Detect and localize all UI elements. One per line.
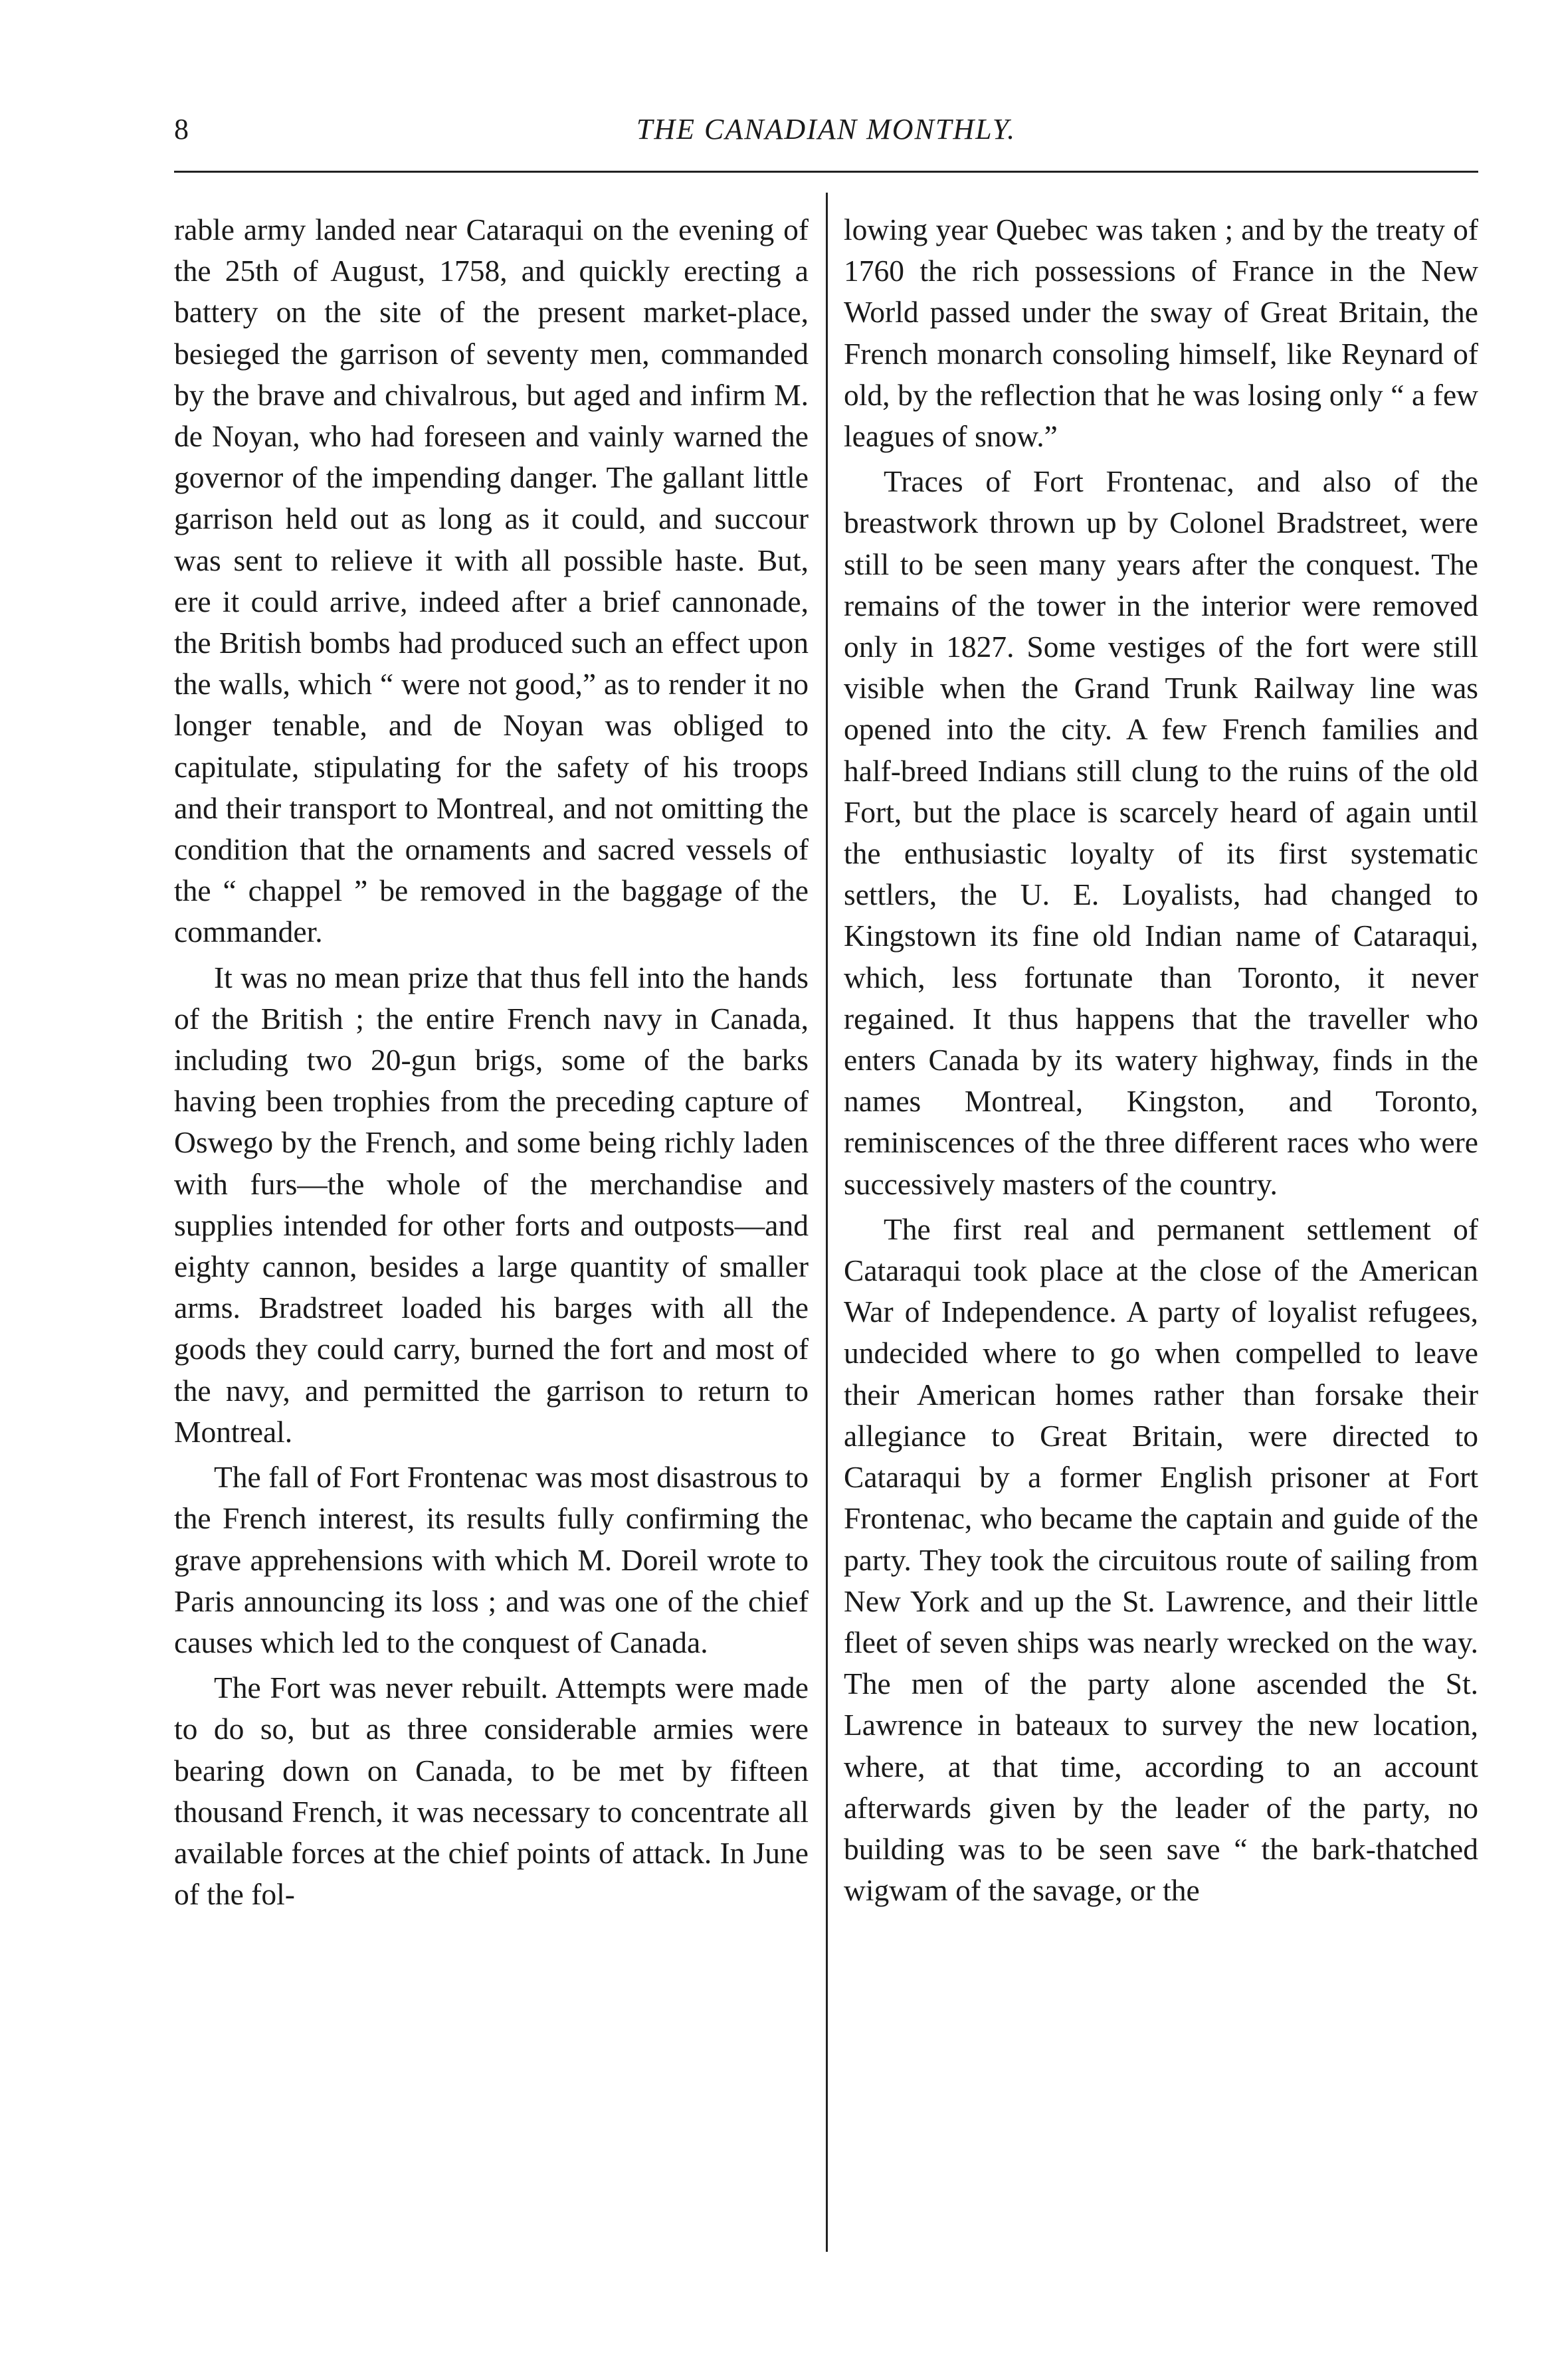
column-divider [826,193,828,2252]
paragraph: Traces of Fort Frontenac, and also of the breastwork thrown up by Colonel Bradstreet, were still to be seen many years after the conquest. The remains of the tower in the interior were removed only in 1827. Some vestiges of the fort were still visible when the Grand Trunk Railway line was opened into the city. A few French families and half-breed Indians still clung to the ruins of the old Fort, but the place is scarcely heard of again until the enthusiastic loyalty of its first systematic settlers, the U. E. Loyalists, had changed to Kingstown its fine old Indian name of Cataraqui, which, less fortunate than Toronto, it never regained. It thus happens that the traveller who enters Canada by its watery highway, finds in the names Montreal, Kingston, and Toronto, reminiscences of the three different races who were successively masters of the country. [844,464,1478,1201]
page-header [174,110,1478,156]
paragraph: rable army landed near Cataraqui on the evening of the 25th of August, 1758, and quickly erecting a battery on the site of the present market-place, besieged the garrison of seventy men, commanded by the brave and chivalrous, but aged and infirm M. de Noyan, who had foreseen and vainly warned the governor of the impending danger. The gallant little garrison held out as long as it could, and succour was sent to relieve it with all possible haste. But, ere it could arrive, indeed after a brief cannonade, the British bombs had produced such an effect upon the walls, which “ were not good,” as to render it no longer tenable, and de Noyan was obliged to capitulate, stipulating for the safety of his troops and their transport to Montreal, and not omitting the condition that the ornaments and sacred vessels of the “ chappel ” be removed in the baggage of the commander. [174,213,809,949]
paragraph: The first real and permanent settlement of Cataraqui took place at the close of the American War of Independence. A party of loyalist refugees, undecided where to go when compelled to leave their American homes rather than forsake their allegiance to Great Britain, were directed to Cataraqui by a former English prisoner at Fort Frontenac, who became the captain and guide of the party. They took the circuitous route of sailing from New York and up the St. Lawrence, and their little fleet of seven ships was nearly wrecked on the way. The men of the party alone ascended the St. Lawrence in bateaux to survey the new location, where, at that time, according to an account afterwards given by the leader of the party, no building was to be seen save “ the bark-thatched wigwam of the savage, or the [844,1212,1478,1908]
page-number: 8 [174,113,189,145]
left-column [174,209,809,1919]
right-column [844,209,1478,1915]
header-rule [174,171,1478,173]
paragraph: lowing year Quebec was taken ; and by the treaty of 1760 the rich possessions of France in the New World passed under the sway of Great Britain, the French monarch consoling himself, like Reynard of old, by the reflection that he was losing only “ a few leagues of snow.” [844,213,1478,454]
paragraph: The fall of Fort Frontenac was most disastrous to the French interest, its results fully confirming the grave apprehensions with which M. Doreil wrote to Paris announcing its loss ; and was one of the chief causes which led to the conquest of Canada. [174,1460,809,1659]
paragraph: It was no mean prize that thus fell into the hands of the British ; the entire French navy in Canada, including two 20-gun brigs, some of the barks having been trophies from the preceding capture of Oswego by the French, and some being richly laden with furs—the whole of the merchandise and supplies intended for other forts and outposts—and eighty cannon, besides a large quantity of smaller arms. Bradstreet loaded his barges with all the goods they could carry, burned the fort and most of the navy, and permitted the garrison to return to Montreal. [174,960,809,1449]
running-title: THE CANADIAN MONTHLY. [636,113,1016,145]
paragraph: The Fort was never rebuilt. Attempts were made to do so, but as three considerable armies were bearing down on Canada, to be met by fifteen thousand French, it was necessary to concentrate all available forces at the chief points of attack. In June of the fol- [174,1671,809,1912]
